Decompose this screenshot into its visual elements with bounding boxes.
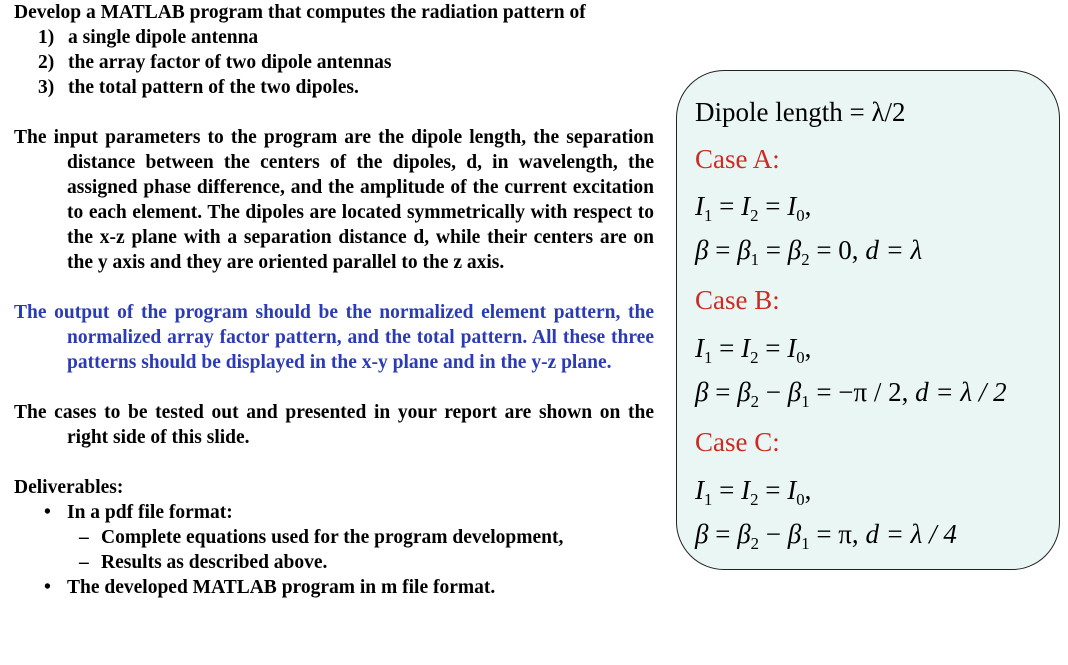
case-a-phase: $\beta = \beta_1 = \beta_2 = 0$, d = λ (695, 235, 923, 269)
output-paragraph: The output of the program should be the normalized element pattern, the normalized array factor pattern, and the total pattern. All these three patterns should be displayed in the x-y plane and in the y-z plane. (14, 302, 654, 373)
task-list (14, 25, 654, 100)
deliverables-list (14, 500, 654, 600)
dash-icon: – (79, 552, 89, 573)
case-a-spacing: d = λ (865, 235, 923, 265)
task-item-1: 1) a single dipole antenna (38, 27, 259, 48)
case-a-currents: $I_1 = I_2 = I_0$, (695, 191, 812, 225)
assignment-title: Develop a MATLAB program that computes the radiation pattern of (14, 2, 586, 23)
case-c-phase: $\beta = \beta_2 - \beta_1 = \pi$, d = λ / 4 (695, 519, 957, 553)
bullet-icon: • (44, 502, 51, 523)
pdf-contents-list (67, 525, 654, 575)
case-b-phase: $\beta = \beta_2 - \beta_1 = -\pi / 2$, d = λ / 2 (695, 377, 1007, 411)
case-b-currents: $I_1 = I_2 = I_0$, (695, 333, 812, 367)
dipole-length: Dipole length = λ/2 (695, 97, 906, 127)
case-a-label: Case A: (695, 144, 780, 174)
task-item-3: 3) the total pattern of the two dipoles. (38, 77, 359, 98)
cases-paragraph: The cases to be tested out and presented in your report are shown on the right side of this slide. (14, 402, 654, 448)
deliverable-matlab: • The developed MATLAB program in m file format. (44, 577, 496, 598)
deliverable-pdf: • In a pdf file format: – Complete equations used for the program development, – Results as described above. (14, 500, 654, 575)
pdf-item-results: – Results as described above. (79, 552, 328, 573)
case-c-label: Case C: (695, 427, 780, 457)
case-b-phase-value: = −π / 2, (816, 377, 909, 407)
input-parameters-paragraph: The input parameters to the program are the dipole length, the separation distance between the centers of the dipoles, d, in wavelength, the assigned phase difference, and the amplitude of the current excitation to each element. The dipoles are located symmetrically with respect to the x-z plane with a separation distance d, while their centers are on the y axis and they are oriented parallel to the z axis. (14, 127, 654, 273)
case-c-spacing: d = λ / 4 (865, 519, 957, 549)
case-b-label: Case B: (695, 285, 780, 315)
cases-box (676, 70, 1060, 570)
bullet-icon: • (44, 577, 51, 598)
case-c-currents: $I_1 = I_2 = I_0$, (695, 475, 812, 509)
case-b-spacing: d = λ / 2 (915, 377, 1007, 407)
dash-icon: – (79, 527, 89, 548)
pdf-item-equations: – Complete equations used for the program development, (79, 527, 564, 548)
assignment-text (14, 0, 654, 600)
deliverables-heading: Deliverables: (14, 477, 124, 498)
case-c-phase-value: = π, (816, 519, 859, 549)
task-item-2: 2) the array factor of two dipole antennas (38, 52, 392, 73)
